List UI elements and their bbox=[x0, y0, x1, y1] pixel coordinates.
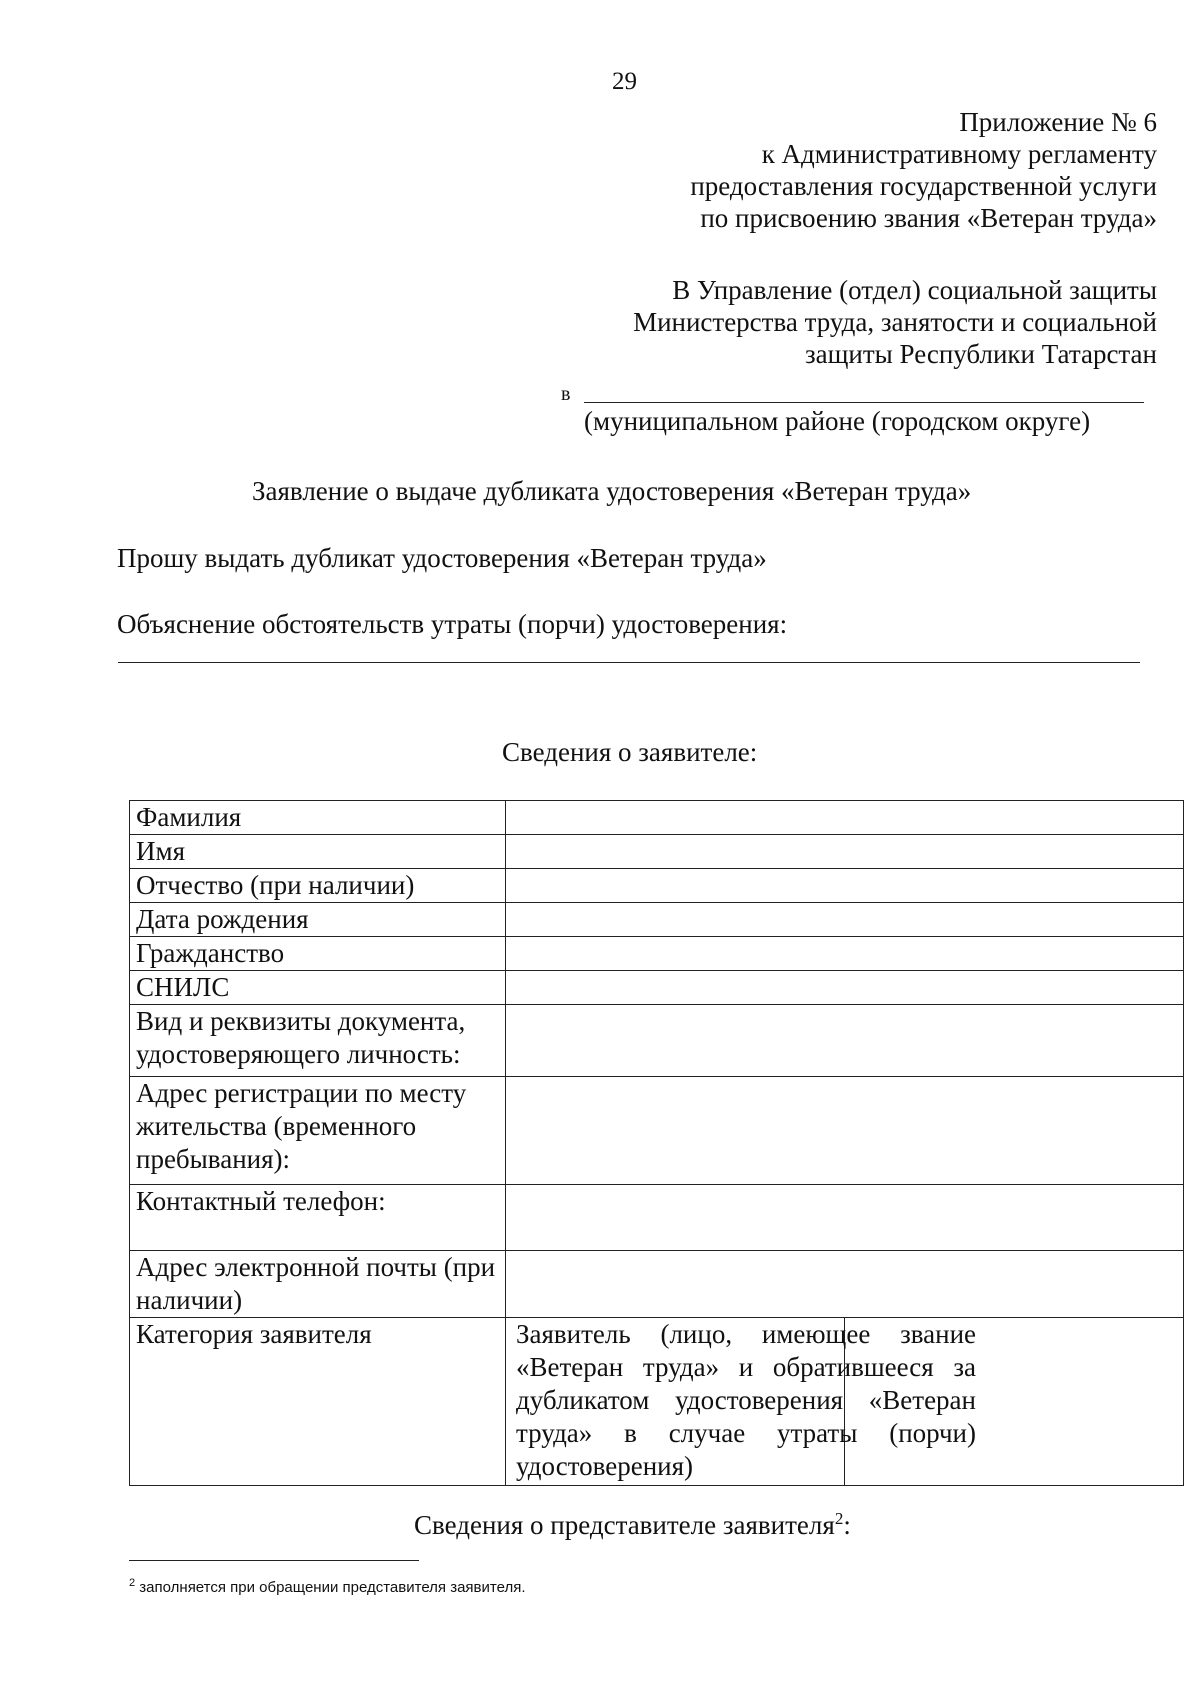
table-row bbox=[130, 971, 1184, 1005]
representative-colon: : bbox=[843, 1510, 851, 1540]
row-value bbox=[506, 937, 1184, 971]
table-row bbox=[130, 1251, 1184, 1318]
applicant-table bbox=[129, 800, 1184, 1486]
row-value bbox=[506, 1005, 1184, 1077]
footnote-text: заполняется при обращении представителя заявителя. bbox=[139, 1579, 526, 1596]
row-label: Адрес электронной почты (при наличии) bbox=[130, 1251, 506, 1318]
recipient-line-2: Министерства труда, занятости и социальной bbox=[633, 307, 1157, 337]
category-description bbox=[506, 1318, 976, 1486]
appendix-block bbox=[690, 106, 1157, 234]
recipient-prefix: в bbox=[561, 383, 571, 405]
request-text: Прошу выдать дубликат удостоверения «Ветеран труда» bbox=[117, 543, 767, 573]
row-label: Отчество (при наличии) bbox=[130, 869, 506, 903]
row-label: Адрес регистрации по месту жительства (временного пребывания): bbox=[130, 1077, 506, 1185]
recipient-line-3: защиты Республики Татарстан bbox=[804, 339, 1157, 369]
explanation-line bbox=[118, 662, 1140, 663]
row-value bbox=[506, 1251, 1184, 1318]
row-value bbox=[506, 971, 1184, 1005]
recipient-block bbox=[633, 274, 1157, 370]
document-title: Заявление о выдаче дубликата удостоверения «Ветеран труда» bbox=[252, 476, 972, 506]
table-row bbox=[130, 1005, 1184, 1077]
table-row bbox=[130, 869, 1184, 903]
row-value bbox=[506, 869, 1184, 903]
appendix-line-1: Приложение № 6 bbox=[959, 107, 1157, 137]
table-row bbox=[130, 835, 1184, 869]
applicant-heading: Сведения о заявителе: bbox=[502, 737, 758, 767]
page-number: 29 bbox=[612, 68, 637, 95]
footnote-marker: 2 bbox=[129, 1577, 136, 1589]
row-label: Фамилия bbox=[130, 801, 506, 835]
table-row bbox=[130, 1185, 1184, 1251]
row-label: Гражданство bbox=[130, 937, 506, 971]
row-label: Вид и реквизиты документа, удостоверяющего личность: bbox=[130, 1005, 506, 1077]
footnote-separator bbox=[129, 1560, 419, 1561]
table-row-category bbox=[130, 1318, 1184, 1486]
appendix-line-4: по присвоению звания «Ветеран труда» bbox=[700, 203, 1157, 233]
row-label: Имя bbox=[130, 835, 506, 869]
row-value bbox=[506, 903, 1184, 937]
row-value bbox=[506, 1077, 1184, 1185]
category-label: Категория заявителя bbox=[130, 1318, 506, 1486]
footnote-ref: 2 bbox=[834, 1509, 844, 1528]
row-value bbox=[506, 1185, 1184, 1251]
appendix-line-2: к Административному регламенту bbox=[761, 139, 1157, 169]
district-underline bbox=[584, 402, 1144, 403]
footnote bbox=[129, 1577, 526, 1596]
row-value bbox=[506, 801, 1184, 835]
table-row bbox=[130, 937, 1184, 971]
district-caption: (муниципальном районе (городском округе) bbox=[584, 406, 1091, 436]
row-value bbox=[506, 835, 1184, 869]
table-row bbox=[130, 801, 1184, 835]
representative-heading bbox=[414, 1503, 851, 1541]
recipient-line-1: В Управление (отдел) социальной защиты bbox=[672, 275, 1157, 305]
row-label: Дата рождения bbox=[130, 903, 506, 937]
table-row bbox=[130, 903, 1184, 937]
table-row bbox=[130, 1077, 1184, 1185]
row-label: СНИЛС bbox=[130, 971, 506, 1005]
appendix-line-3: предоставления государственной услуги bbox=[690, 171, 1157, 201]
category-text: Заявитель (лицо, имеющее звание «Ветеран труда» и обратившееся за дубликатом удостоверения «Ветеран труда» в случае утраты (порчи) удостоверения) bbox=[516, 1319, 976, 1481]
explanation-label: Объяснение обстоятельств утраты (порчи) удостоверения: bbox=[117, 609, 788, 639]
row-label: Контактный телефон: bbox=[130, 1185, 506, 1251]
representative-heading-text: Сведения о представителе заявителя bbox=[414, 1510, 835, 1540]
